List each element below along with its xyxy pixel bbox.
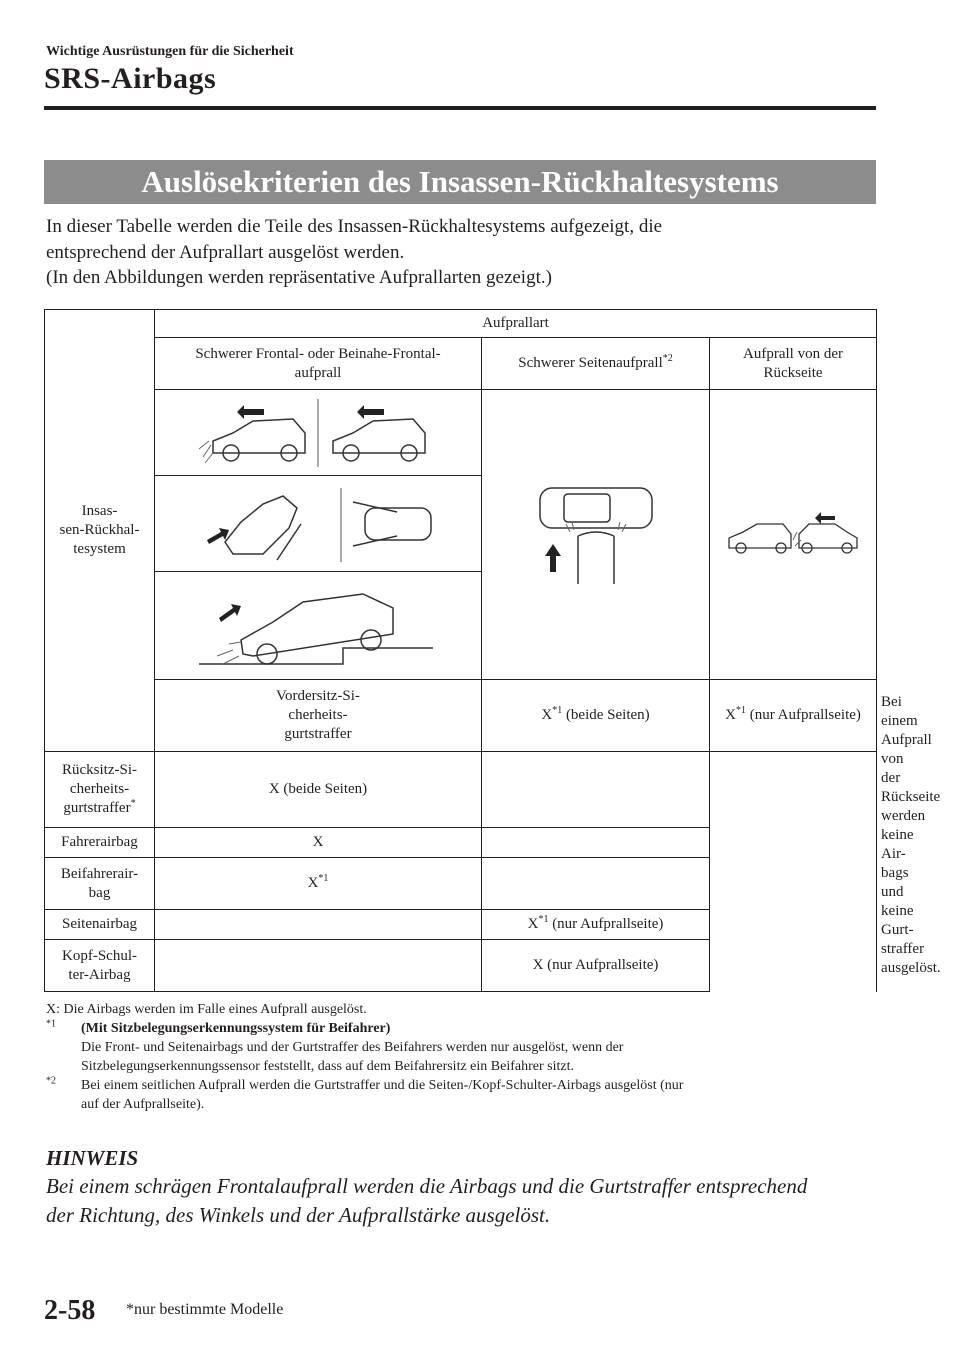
cell-curtain-airbag-side: X (nur Aufprallseite) <box>482 940 710 992</box>
cell-passenger-airbag-frontal <box>155 858 482 910</box>
intro-line-2: entsprechend der Aufprallart ausgelöst werden. <box>46 241 405 263</box>
footnote-2-line-1: Bei einem seitlichen Aufprall werden die Gurtstraffer und die Seiten-/Kopf-Schulter-Airbags ausgelöst (nur <box>81 1078 684 1093</box>
underride-impact-illustration <box>155 572 482 680</box>
col-rear-line-1: Aufprall von der <box>743 345 843 362</box>
row-label-front-pretensioner <box>155 680 482 752</box>
footnote-1-line-2: Sitzbelegungserkennungssensor feststellt, dass auf dem Beifahrersitz ein Beifahrer sitzt. <box>81 1059 574 1074</box>
rear-impact-illustration <box>710 390 877 680</box>
col-frontal-line-2: aufprall <box>294 364 342 381</box>
cell-side-airbag-side <box>482 910 710 940</box>
underride-car-icon <box>193 578 443 674</box>
group-header: Aufprallart <box>155 310 877 338</box>
intro-text <box>46 214 876 291</box>
row4-side-value: X <box>527 916 539 932</box>
row-label-rear-pretensioner <box>45 752 155 828</box>
col-rear-line-2: Rückseite <box>763 364 823 381</box>
rear-impact-car-icon <box>723 510 863 560</box>
row0-side-value: X <box>725 707 736 723</box>
row5-label-2: ter-Airbag <box>68 966 131 983</box>
title-rule <box>44 106 876 110</box>
rear-note-line-1: Bei einem Aufprall <box>881 694 932 748</box>
deployment-table <box>44 309 941 992</box>
page-title: SRS-Airbags <box>44 62 217 95</box>
intro-line-1: In dieser Tabelle werden die Teile des Insassen-Rückhaltesystems aufgezeigt, die <box>46 216 663 237</box>
col-header-frontal <box>155 338 482 390</box>
cell-rear-pretensioner-frontal: X (beide Seiten) <box>155 752 482 828</box>
corner-line-3: tesystem <box>73 541 126 557</box>
cell-passenger-airbag-side <box>482 858 710 910</box>
footer-note: *nur bestimmte Modelle <box>126 1301 284 1318</box>
row-label-driver-airbag: Fahrerairbag <box>45 828 155 858</box>
col-frontal-line-1: Schwerer Frontal- oder Beinahe-Frontal- <box>195 345 441 362</box>
row0-label-2: cherheits- <box>288 707 348 723</box>
row0-side-suffix: (nur Aufprallseite) <box>745 707 861 723</box>
rear-note-line-4: bags und keine Gurt- <box>881 865 914 938</box>
cell-side-airbag-frontal <box>155 910 482 940</box>
oblique-impact-illustration <box>155 476 482 572</box>
hinweis-line-2: der Richtung, des Winkels und der Aufprallstärke ausgelöst. <box>46 1203 551 1227</box>
cell-rear-pretensioner-side <box>482 752 710 828</box>
row0-side-mark: *1 <box>735 705 746 716</box>
row-label-curtain-airbag <box>45 940 155 992</box>
row4-side-suffix: (nur Aufprallseite) <box>548 916 664 932</box>
row3-frontal-mark: *1 <box>318 873 329 884</box>
table-notes <box>46 1000 876 1114</box>
row3-frontal-value: X <box>307 875 319 891</box>
frontal-car-icon <box>193 395 443 471</box>
cell-curtain-airbag-frontal <box>155 940 482 992</box>
cell-driver-airbag-side <box>482 828 710 858</box>
frontal-impact-illustration <box>155 390 482 476</box>
footnote-1-line-1: Die Front- und Seitenairbags und der Gurtstraffer des Beifahrers werden nur ausgelöst, wenn der <box>81 1040 624 1055</box>
footnote-1 <box>46 1019 876 1076</box>
row0-label-3: gurtstraffer <box>284 726 352 742</box>
row1-label-mark: * <box>130 798 136 809</box>
corner-line-1: Insas- <box>81 503 118 519</box>
rear-note-line-3: werden keine Air- <box>881 808 926 862</box>
x-legend: X: Die Airbags werden im Falle eines Aufprall ausgelöst. <box>46 1002 367 1017</box>
cell-front-pretensioner-side <box>710 680 877 752</box>
col-side-label: Schwerer Seitenaufprall <box>518 355 663 371</box>
row0-label-1: Vordersitz-Si- <box>276 688 360 704</box>
row0-frontal-suffix: (beide Seiten) <box>562 707 650 723</box>
cell-driver-airbag-frontal: X <box>155 828 482 858</box>
hinweis-text <box>46 1172 876 1230</box>
hinweis-label: HINWEIS <box>46 1146 139 1170</box>
cell-front-pretensioner-frontal <box>482 680 710 752</box>
row1-label-3: gurtstraffer <box>63 800 131 816</box>
section-kicker: Wichtige Ausrüstungen für die Sicherheit <box>46 44 294 59</box>
footnote-2-line-2: auf der Aufprallseite). <box>81 1097 205 1112</box>
footnote-1-mark: *1 <box>46 1018 56 1030</box>
row0-frontal-mark: *1 <box>552 705 563 716</box>
rear-note-line-5: straffer ausgelöst. <box>881 941 941 976</box>
row3-label-2: bag <box>88 884 111 901</box>
hinweis-line-1: Bei einem schrägen Frontalaufprall werden die Airbags und die Gurtstraffer entsprechend <box>46 1174 808 1198</box>
row0-frontal-value: X <box>541 707 553 723</box>
col-side-mark: *2 <box>662 353 673 364</box>
row4-side-mark: *1 <box>538 914 549 925</box>
footnote-2 <box>46 1076 876 1114</box>
corner-line-2: sen-Rückhal- <box>59 522 140 538</box>
row-label-passenger-airbag <box>45 858 155 910</box>
side-impact-illustration <box>482 390 710 680</box>
row1-label-2: cherheits- <box>69 781 130 797</box>
footnote-2-mark: *2 <box>46 1075 56 1087</box>
section-banner: Auslösekriterien des Insassen-Rückhaltesystems <box>44 160 876 204</box>
row1-label-1: Rücksitz-Si- <box>62 762 137 778</box>
intro-line-3: (In den Abbildungen werden repräsentative Aufprallarten gezeigt.) <box>46 267 552 288</box>
row5-label-1: Kopf-Schul- <box>62 947 137 964</box>
corner-cell <box>45 310 155 752</box>
col-header-rear <box>710 338 877 390</box>
page-number: 2-58 <box>44 1295 96 1326</box>
rear-note-line-2: von der Rückseite <box>881 751 941 805</box>
row-label-side-airbag: Seitenairbag <box>45 910 155 940</box>
footnote-1-title: (Mit Sitzbelegungserkennungssystem für Beifahrer) <box>81 1021 391 1036</box>
oblique-car-icon <box>193 482 443 566</box>
side-impact-car-icon <box>526 480 666 590</box>
row3-label-1: Beifahrerair- <box>60 865 139 882</box>
col-header-side <box>482 338 710 390</box>
